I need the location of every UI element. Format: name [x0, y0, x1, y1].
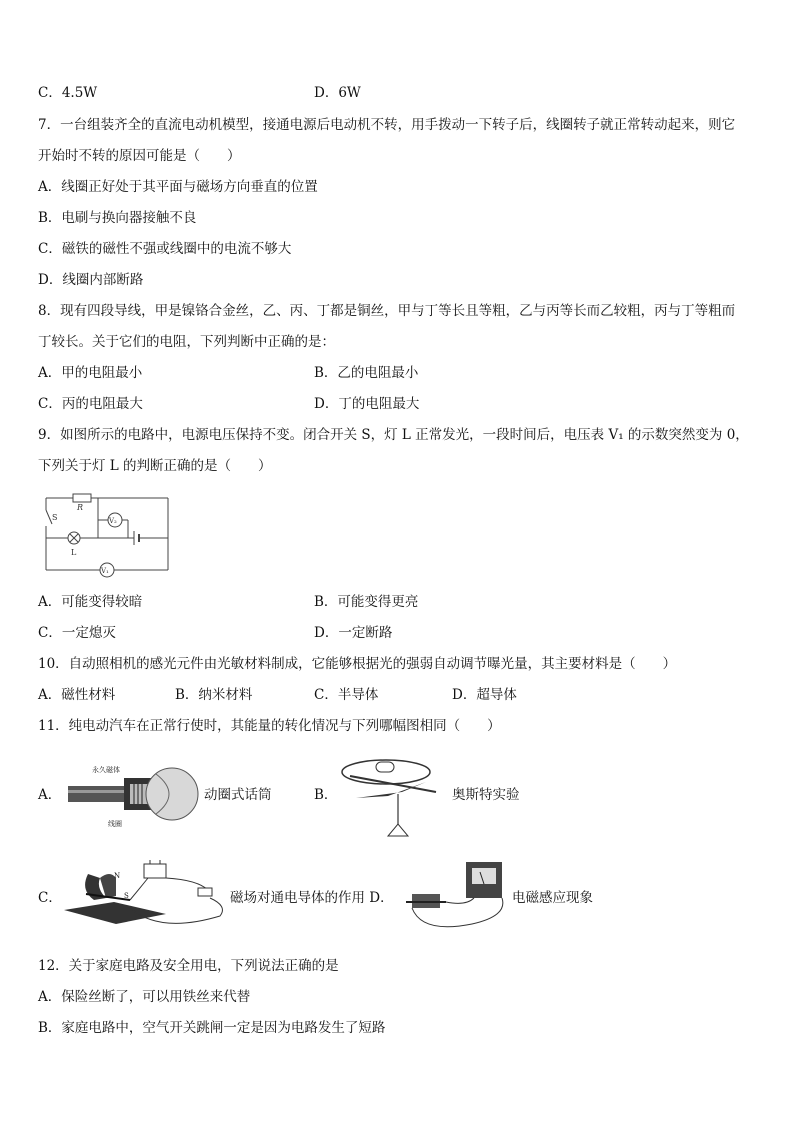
- q9-option-d: D．一定断路: [314, 625, 393, 641]
- q11-option-d-label: 电磁感应现象: [512, 890, 593, 906]
- q9-option-c: C．一定熄灭: [38, 625, 116, 641]
- q9-lamp-label: L: [71, 548, 77, 557]
- q6-option-d: D．6W: [314, 85, 361, 101]
- q9-stem-line2: 下列关于灯 L 的判断正确的是（ ）: [38, 458, 272, 474]
- q12-stem: 12．关于家庭电路及安全用电，下列说法正确的是: [38, 958, 339, 974]
- q11-c-n-label: N: [114, 872, 121, 880]
- q8-option-a: A．甲的电阻最小: [38, 365, 143, 381]
- q9-option-b: B．可能变得更亮: [314, 594, 419, 610]
- q9-v1-label: V₁: [101, 567, 109, 575]
- q7-stem-line1: 7．一台组装齐全的直流电动机模型，接通电源后电动机不转，用手拨动一下转子后，线圈转子就正常转动起来，则它: [38, 117, 736, 133]
- q9-option-a: A．可能变得较暗: [38, 594, 143, 610]
- q7-option-b: B．电刷与换向器接触不良: [38, 210, 197, 226]
- q11-a-coil-label: 线圈: [108, 820, 122, 828]
- q8-stem-line2: 丁较长。关于它们的电阻，下列判断中正确的是：: [38, 334, 335, 350]
- q11-option-c-label: 磁场对通电导体的作用 D．: [230, 890, 394, 906]
- q11-oersted-figure: [336, 752, 444, 840]
- q9-resistor-label: R: [77, 503, 84, 512]
- q8-option-d: D．丁的电阻最大: [314, 396, 420, 412]
- q7-stem-line2: 开始时不转的原因可能是（ ）: [38, 148, 241, 164]
- q7-option-d: D．线圈内部断路: [38, 272, 144, 288]
- q8-option-c: C．丙的电阻最大: [38, 396, 143, 412]
- q9-stem-line1: 9．如图所示的电路中，电源电压保持不变。闭合开关 S，灯 L 正常发光，一段时间后，电压表 V₁ 的示数突然变为 0，: [38, 427, 749, 443]
- q8-stem-line1: 8．现有四段导线，甲是镍铬合金丝，乙、丙、丁都是铜丝，甲与丁等长且等粗，乙与丙等长而乙较粗，丙与丁等粗而: [38, 303, 736, 319]
- q12-option-b: B．家庭电路中，空气开关跳闸一定是因为电路发生了短路: [38, 1020, 386, 1036]
- q9-switch-label: S: [52, 513, 58, 522]
- q11-option-b-letter: B．: [314, 787, 338, 803]
- q11-option-c-letter: C．: [38, 890, 62, 906]
- q11-option-a-letter: A．: [38, 787, 62, 803]
- q8-option-b: B．乙的电阻最小: [314, 365, 419, 381]
- q11-option-b-label: 奥斯特实验: [452, 787, 520, 803]
- q9-circuit-diagram: [38, 490, 178, 580]
- q7-option-a: A．线圈正好处于其平面与磁场方向垂直的位置: [38, 179, 318, 195]
- q10-option-c: C．半导体: [314, 687, 379, 703]
- q10-option-b: B．纳米材料: [175, 687, 253, 703]
- q7-option-c: C．磁铁的磁性不强或线圈中的电流不够大: [38, 241, 292, 257]
- q10-option-d: D．超导体: [452, 687, 517, 703]
- q9-v2-label: V₂: [109, 517, 117, 525]
- q10-stem: 10．自动照相机的感光元件由光敏材料制成，它能够根据光的强弱自动调节曝光量，其主要材料是（ ）: [38, 656, 677, 672]
- q11-option-a-label: 动圈式话筒: [204, 787, 272, 803]
- q6-option-c: C．4.5W: [38, 85, 98, 101]
- q12-option-a: A．保险丝断了，可以用铁丝来代替: [38, 989, 251, 1005]
- q11-induction-figure: [402, 858, 512, 934]
- q11-microphone-figure: [64, 760, 204, 830]
- q11-a-magnet-label: 永久磁体: [92, 766, 120, 774]
- q11-c-s-label: S: [124, 892, 129, 900]
- q11-force-on-conductor-figure: [60, 858, 230, 930]
- q10-option-a: A．磁性材料: [38, 687, 116, 703]
- q11-stem: 11．纯电动汽车在正常行使时，其能量的转化情况与下列哪幅图相同（ ）: [38, 718, 501, 734]
